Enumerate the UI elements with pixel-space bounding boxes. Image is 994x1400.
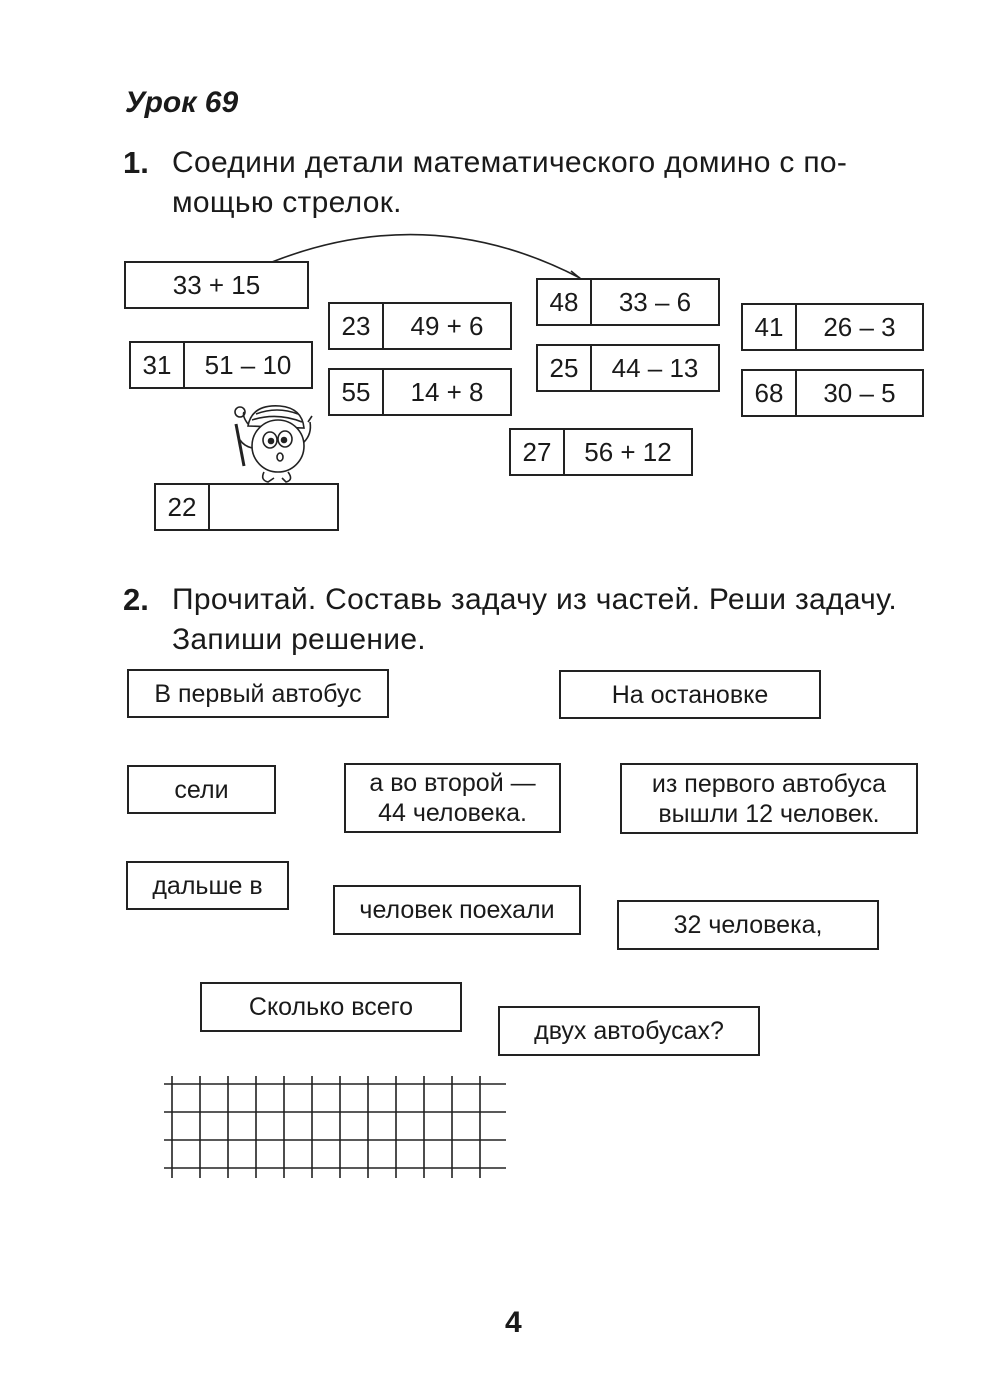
domino-expression: 30 – 5 — [823, 377, 896, 408]
story-card-text: двух автобусах? — [534, 1017, 724, 1045]
story-card[interactable] — [127, 669, 389, 718]
domino-start[interactable] — [124, 261, 309, 309]
story-card[interactable] — [126, 861, 289, 910]
task-1-number: 1. — [123, 145, 149, 180]
domino-number: 22 — [156, 485, 210, 529]
domino[interactable] — [741, 369, 924, 417]
domino-number: 68 — [743, 371, 797, 415]
task-2-line-2: Запиши решение. — [172, 623, 426, 656]
answer-grid[interactable] — [160, 1074, 510, 1189]
domino-expression — [210, 485, 337, 529]
domino[interactable] — [536, 278, 720, 326]
domino-number: 48 — [538, 280, 592, 324]
story-card[interactable] — [344, 763, 561, 833]
story-card[interactable] — [620, 763, 918, 834]
story-card[interactable] — [200, 982, 462, 1032]
domino[interactable] — [328, 302, 512, 350]
mascot-illustration — [222, 394, 322, 486]
story-card[interactable] — [127, 765, 276, 814]
story-card-text: а во второй — — [369, 769, 536, 797]
domino[interactable] — [536, 344, 720, 392]
story-card[interactable] — [333, 885, 581, 935]
domino-expression: 26 – 3 — [823, 311, 896, 342]
domino-expression: 56 + 12 — [584, 436, 672, 467]
domino-expression: 49 + 6 — [410, 310, 484, 341]
story-card-text: человек поехали — [359, 896, 555, 924]
domino-expression: 14 + 8 — [410, 376, 484, 407]
story-card-text: дальше в — [152, 871, 263, 900]
story-card-text: вышли 12 человек. — [658, 799, 880, 828]
domino-expression: 33 – 6 — [618, 286, 692, 317]
answer-grid-lines — [160, 1074, 510, 1184]
story-card-text: сели — [174, 775, 229, 804]
domino-number: 25 — [538, 346, 592, 390]
task-1-line-1: Соедини детали математического домино с по- — [172, 146, 848, 179]
domino-number: 27 — [511, 430, 565, 474]
domino-number: 55 — [330, 370, 384, 414]
domino[interactable] — [129, 341, 313, 389]
domino[interactable] — [741, 303, 924, 351]
story-card[interactable] — [617, 900, 879, 950]
story-card-text: На остановке — [611, 680, 769, 709]
story-card-text: В первый автобус — [154, 679, 362, 708]
story-card-text: 44 человека. — [378, 799, 527, 827]
story-card-text: из первого автобуса — [651, 769, 887, 798]
lesson-title: Урок 69 — [125, 86, 239, 119]
domino[interactable] — [509, 428, 693, 476]
task-2-number: 2. — [123, 582, 149, 617]
task-1-line-2: мощью стрелок. — [172, 186, 402, 219]
domino-expression: 51 – 10 — [204, 349, 292, 380]
domino[interactable] — [328, 368, 512, 416]
domino-expression: 44 – 13 — [611, 352, 699, 383]
domino-number: 31 — [131, 343, 185, 387]
page-number: 4 — [505, 1306, 522, 1339]
story-card-text: 32 человека, — [673, 911, 823, 939]
story-card[interactable] — [498, 1006, 760, 1056]
domino-number: 23 — [330, 304, 384, 348]
task-2-line-1: Прочитай. Составь задачу из частей. Реши задачу. — [172, 583, 897, 616]
story-card-text: Сколько всего — [248, 993, 414, 1021]
domino-end[interactable] — [154, 483, 339, 531]
domino-expression: 33 + 15 — [172, 269, 261, 300]
domino-number: 41 — [743, 305, 797, 349]
story-card[interactable] — [559, 670, 821, 719]
